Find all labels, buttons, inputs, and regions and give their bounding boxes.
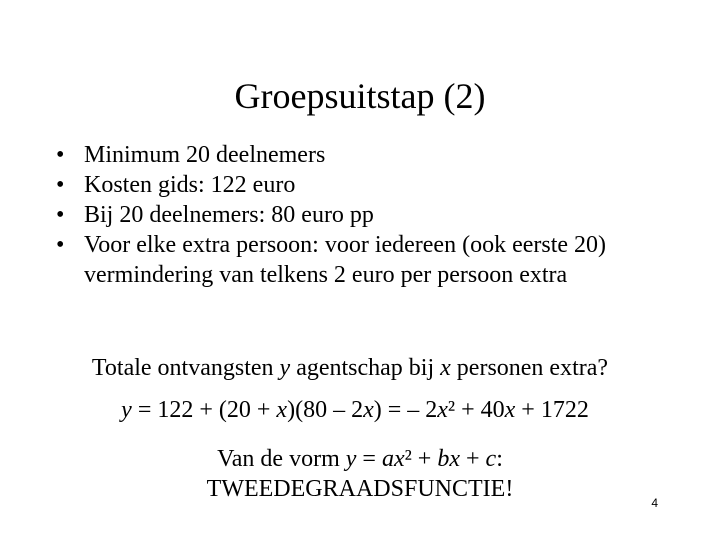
question-part: personen extra?: [450, 355, 609, 381]
slide-title: Groepsuitstap (2): [234, 76, 486, 116]
term-bx: bx: [437, 446, 460, 472]
variable-x: x: [276, 397, 288, 423]
bullet-text: Minimum 20 deelnemers: [84, 142, 326, 168]
bullet-dot-icon: •: [56, 232, 65, 258]
conclusion-part: +: [460, 446, 486, 472]
formula-part: )(80 – 2: [287, 397, 364, 423]
formula-part: ² + 40: [447, 397, 505, 423]
question-part: Totale ontvangsten: [91, 355, 280, 381]
term-c: c: [485, 446, 497, 472]
bullet-item: [56, 230, 676, 290]
variable-x: x: [504, 397, 516, 423]
conclusion-part: Van de vorm: [217, 446, 346, 472]
bullet-list: [56, 140, 676, 290]
bullet-text: Voor elke extra persoon: voor iedereen (ook eerste 20) vermindering van telkens 2 euro per persoon extra: [84, 232, 607, 288]
question-part: agentschap bij: [290, 355, 441, 381]
conclusion-part: =: [356, 446, 382, 472]
term-ax: ax: [381, 446, 405, 472]
bullet-dot-icon: •: [56, 142, 65, 168]
variable-x: x: [440, 355, 451, 381]
formula-part: ) = – 2: [373, 397, 438, 423]
variable-y: y: [121, 397, 132, 423]
variable-y: y: [345, 446, 357, 472]
variable-y: y: [279, 355, 291, 381]
conclusion-part: :: [496, 446, 503, 472]
bullet-item: [56, 200, 676, 230]
question-text: [0, 352, 700, 384]
conclusion-part: ² +: [404, 446, 438, 472]
bullet-text: Bij 20 deelnemers: 80 euro pp: [84, 202, 374, 228]
conclusion-line-1: [150, 444, 570, 474]
conclusion: [150, 444, 570, 504]
page-number: 4: [651, 496, 658, 510]
variable-x: x: [437, 397, 448, 423]
bullet-item: [56, 170, 676, 200]
bullet-dot-icon: •: [56, 172, 65, 198]
formula-part: = 122 + (20 +: [131, 397, 277, 423]
conclusion-line-2: TWEEDEGRAADSFUNCTIE!: [206, 476, 514, 502]
bullet-text: Kosten gids: 122 euro: [84, 172, 296, 198]
bullet-item: [56, 140, 676, 170]
variable-x: x: [363, 397, 374, 423]
formula: [0, 394, 710, 426]
formula-part: + 1722: [515, 397, 589, 423]
bullet-dot-icon: •: [56, 202, 65, 228]
